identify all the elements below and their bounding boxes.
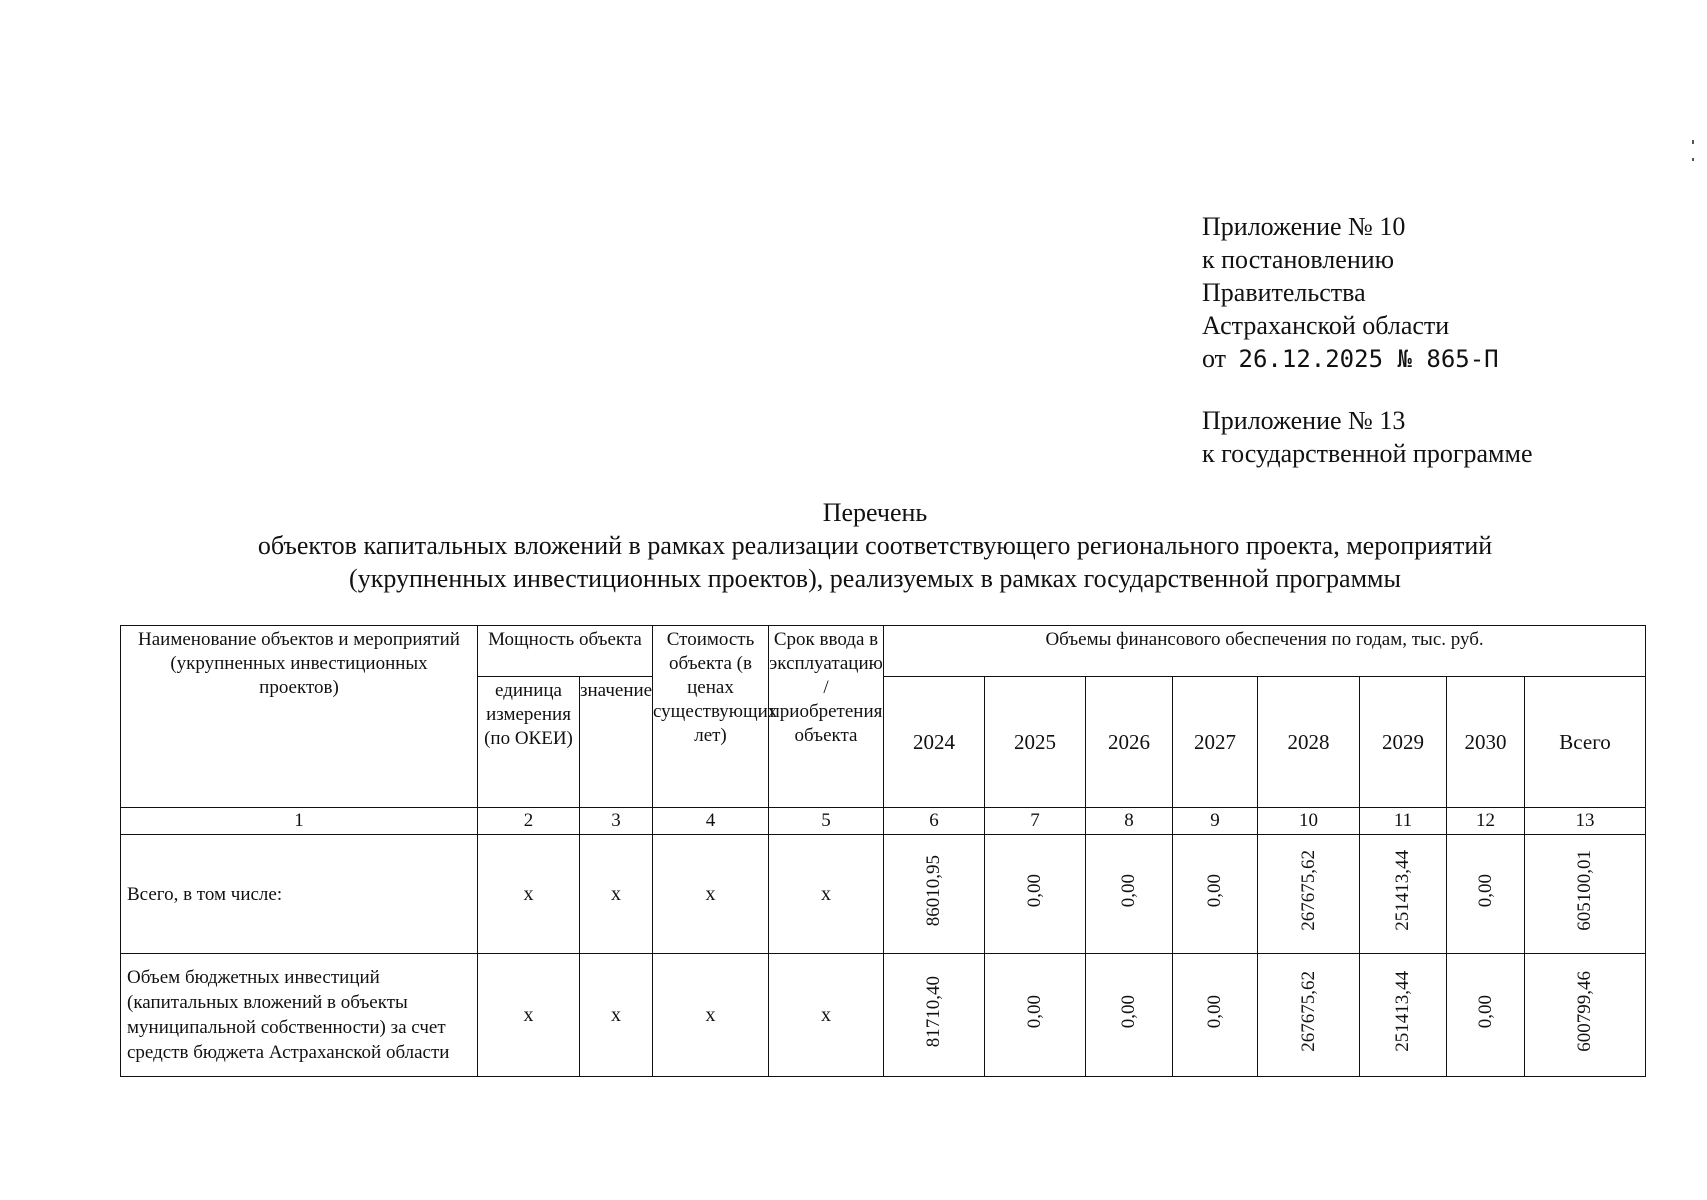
column-number-row bbox=[121, 808, 1646, 835]
table-header-row-1 bbox=[121, 626, 1646, 677]
column-number: 12 bbox=[1447, 808, 1525, 835]
header-year: 2027 bbox=[1173, 677, 1258, 808]
header-value: значение bbox=[580, 677, 653, 808]
amount-2024: 81710,40 bbox=[923, 975, 944, 1048]
column-number: 8 bbox=[1086, 808, 1173, 835]
appendix-10-block bbox=[1202, 210, 1499, 376]
amount-2028: 267675,62 bbox=[1297, 850, 1319, 931]
amount-cell bbox=[884, 835, 985, 954]
appendix-13-line-2: к государственной программе bbox=[1202, 439, 1533, 468]
amount-2026: 0,00 bbox=[1118, 873, 1139, 908]
amount-cell bbox=[1086, 835, 1173, 954]
row-cost: x bbox=[653, 954, 769, 1077]
header-unit: единица измерения (по ОКЕИ) bbox=[478, 677, 580, 808]
row-cost: x bbox=[653, 835, 769, 954]
appendix-13-block bbox=[1202, 404, 1533, 470]
amount-2028: 267675,62 bbox=[1297, 971, 1319, 1052]
amount-cell bbox=[1525, 954, 1646, 1077]
header-year: 2029 bbox=[1360, 677, 1447, 808]
amount-2030: 0,00 bbox=[1474, 994, 1496, 1029]
amount-cell bbox=[985, 835, 1086, 954]
header-term: Срок ввода в эксплуатацию / приобретения объекта bbox=[769, 626, 884, 808]
amount-2025: 0,00 bbox=[1024, 994, 1045, 1029]
row-value: x bbox=[580, 835, 653, 954]
amount-2025: 0,00 bbox=[1024, 873, 1045, 908]
row-term: x bbox=[769, 835, 884, 954]
amount-2027: 0,00 bbox=[1204, 873, 1225, 908]
amount-cell bbox=[1447, 835, 1525, 954]
row-term: x bbox=[769, 954, 884, 1077]
header-capacity: Мощность объекта bbox=[478, 626, 653, 677]
document-title bbox=[150, 496, 1600, 595]
amount-2026: 0,00 bbox=[1118, 994, 1139, 1029]
header-year: 2025 bbox=[985, 677, 1086, 808]
column-number: 6 bbox=[884, 808, 985, 835]
column-number: 7 bbox=[985, 808, 1086, 835]
header-year: 2026 bbox=[1086, 677, 1173, 808]
amount-2030: 0,00 bbox=[1474, 873, 1496, 908]
table-row-total bbox=[121, 835, 1646, 954]
amount-cell bbox=[1258, 835, 1360, 954]
header-object-name: Наименование объектов и мероприятий (укрупненных инвестиционных проектов) bbox=[121, 626, 478, 808]
column-number: 13 bbox=[1525, 808, 1646, 835]
amount-cell bbox=[1258, 954, 1360, 1077]
title-line-2: объектов капитальных вложений в рамках реализации соответствующего регионального проекта, мероприятий bbox=[257, 531, 1493, 560]
row-name: Объем бюджетных инвестиций (капитальных вложений в объекты муниципальной собственности) за счет средств бюджета Астраханской области bbox=[121, 954, 478, 1077]
header-funding: Объемы финансового обеспечения по годам, тыс. руб. bbox=[884, 626, 1646, 677]
amount-cell bbox=[1086, 954, 1173, 1077]
appendix-10-line-2: к постановлению bbox=[1202, 245, 1395, 274]
title-line-3: (укрупненных инвестиционных проектов), реализуемых в рамках государственной программы bbox=[349, 564, 1401, 593]
column-number: 9 bbox=[1173, 808, 1258, 835]
amount-cell bbox=[1360, 954, 1447, 1077]
column-number: 2 bbox=[478, 808, 580, 835]
column-number: 10 bbox=[1258, 808, 1360, 835]
table-row-budget-investments bbox=[121, 954, 1646, 1077]
amount-cell bbox=[884, 954, 985, 1077]
column-number: 11 bbox=[1360, 808, 1447, 835]
column-number: 1 bbox=[121, 808, 478, 835]
header-year: 2030 bbox=[1447, 677, 1525, 808]
header-year: 2028 bbox=[1258, 677, 1360, 808]
amount-cell bbox=[1525, 835, 1646, 954]
amount-2024: 86010,95 bbox=[923, 854, 944, 927]
appendix-10-line-4: Астраханской области bbox=[1202, 311, 1450, 340]
amount-cell bbox=[1173, 954, 1258, 1077]
column-number: 5 bbox=[769, 808, 884, 835]
amount-2029: 251413,44 bbox=[1392, 850, 1413, 931]
amount-total: 600799,46 bbox=[1574, 971, 1596, 1052]
amount-cell bbox=[1173, 835, 1258, 954]
decree-date-number: 26.12.2025 № 865-П bbox=[1238, 345, 1499, 373]
row-unit: x bbox=[478, 835, 580, 954]
amount-2029: 251413,44 bbox=[1392, 971, 1413, 1052]
decree-date-line bbox=[1202, 342, 1499, 376]
amount-cell bbox=[985, 954, 1086, 1077]
amount-cell bbox=[1447, 954, 1525, 1077]
header-cost: Стоимость объекта (в ценах существующих лет) bbox=[653, 626, 769, 808]
scan-mark bbox=[1692, 158, 1694, 161]
header-total: Всего bbox=[1525, 677, 1646, 808]
column-number: 3 bbox=[580, 808, 653, 835]
appendix-10-heading: Приложение № 10 bbox=[1202, 212, 1406, 241]
row-unit: x bbox=[478, 954, 580, 1077]
amount-total: 605100,01 bbox=[1574, 850, 1596, 931]
scan-mark bbox=[1692, 140, 1694, 144]
appendix-10-line-3: Правительства bbox=[1202, 278, 1366, 307]
amount-2027: 0,00 bbox=[1204, 994, 1225, 1029]
row-value: x bbox=[580, 954, 653, 1077]
amount-cell bbox=[1360, 835, 1447, 954]
title-line-1: Перечень bbox=[822, 498, 928, 527]
row-name: Всего, в том числе: bbox=[121, 835, 478, 954]
investment-objects-table bbox=[120, 625, 1646, 1077]
header-year: 2024 bbox=[884, 677, 985, 808]
appendix-13-heading: Приложение № 13 bbox=[1202, 406, 1406, 435]
column-number: 4 bbox=[653, 808, 769, 835]
decree-date-prefix: от bbox=[1202, 344, 1227, 373]
